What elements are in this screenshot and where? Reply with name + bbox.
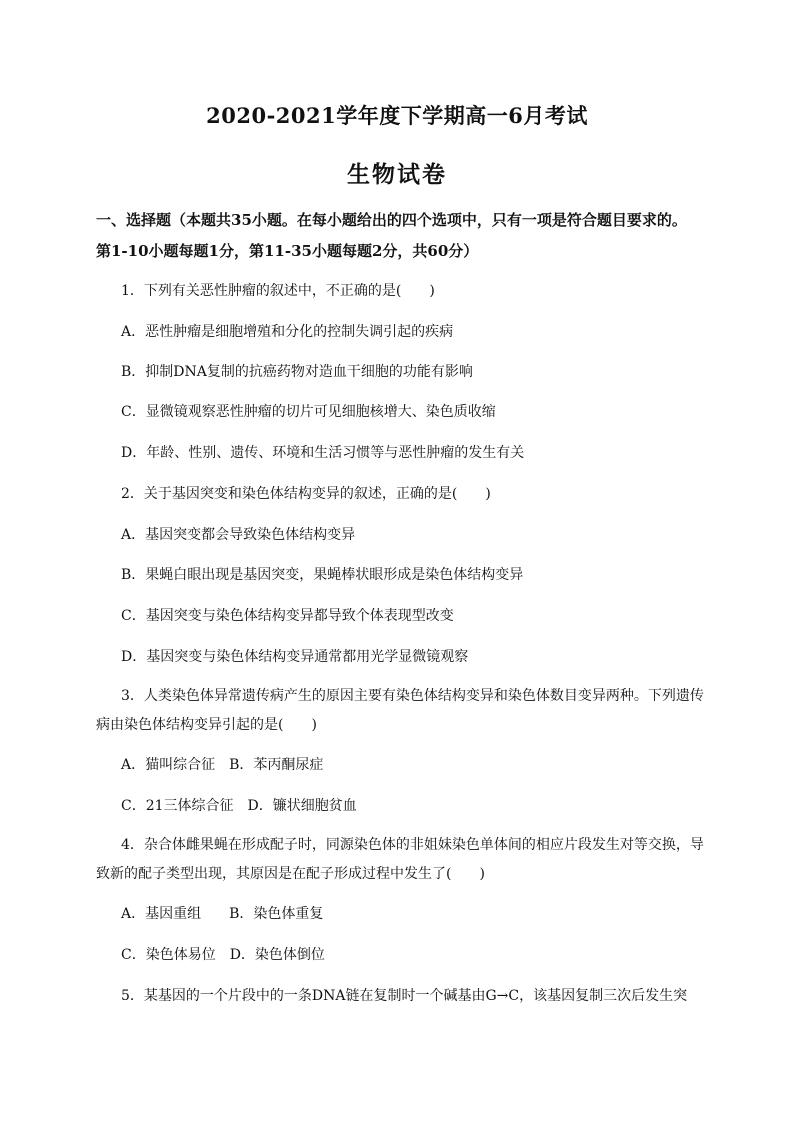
section-heading: 一、选择题（本题共35小题。在每小题给出的四个选项中，只有一项是符合题目要求的。第1-10小题每题1分，第11-35小题每题2分，共60分）	[96, 211, 687, 260]
question-4-options-row-2: C．染色体易位 D．染色体倒位	[121, 947, 325, 963]
subject-title: 生物试卷	[347, 161, 447, 188]
question-2-option-b: B．果蝇白眼出现是基因突变，果蝇棒状眼形成是染色体结构变异	[121, 567, 524, 583]
question-3-options-row-1: A．猫叫综合征 B．苯丙酮尿症	[121, 757, 324, 773]
question-3-stem-line-1: 3．人类染色体异常遗传病产生的原因主要有染色体结构变异和染色体数目变异两种。下列遗传	[121, 688, 704, 704]
question-1-option-c: C．显微镜观察恶性肿瘤的切片可见细胞核增大、染色质收缩	[121, 404, 496, 420]
question-4-options-row-1: A．基因重组 B．染色体重复	[121, 906, 324, 922]
question-2-option-a: A．基因突变都会导致染色体结构变异	[121, 527, 356, 543]
question-3-options-row-2: C．21三体综合征 D．镰状细胞贫血	[121, 798, 357, 814]
question-1-stem: 1．下列有关恶性肿瘤的叙述中，不正确的是( )	[121, 283, 435, 299]
question-2-option-c: C．基因突变与染色体结构变异都导致个体表现型改变	[121, 608, 454, 624]
question-4-stem-line-2: 致新的配子类型出现，其原因是在配子形成过程中发生了( )	[96, 866, 485, 882]
question-1-option-a: A．恶性肿瘤是细胞增殖和分化的控制失调引起的疾病	[121, 324, 454, 340]
exam-title: 2020-2021学年度下学期高一6月考试	[206, 103, 588, 128]
question-2-stem: 2．关于基因突变和染色体结构变异的叙述，正确的是( )	[121, 486, 491, 502]
question-2-option-d: D．基因突变与染色体结构变异通常都用光学显微镜观察	[121, 649, 469, 665]
question-5-stem-line-1: 5．某基因的一个片段中的一条DNA链在复制时一个碱基由G→C，该基因复制三次后发生突	[121, 988, 688, 1004]
question-3-stem-line-2: 病由染色体结构变异引起的是( )	[96, 717, 317, 733]
question-1-option-d: D．年龄、性别、遗传、环境和生活习惯等与恶性肿瘤的发生有关	[121, 445, 525, 461]
question-4-stem-line-1: 4．杂合体雌果蝇在形成配子时，同源染色体的非姐妹染色单体间的相应片段发生对等交换，导	[121, 837, 704, 853]
question-1-option-b: B．抑制DNA复制的抗癌药物对造血干细胞的功能有影响	[121, 364, 473, 380]
